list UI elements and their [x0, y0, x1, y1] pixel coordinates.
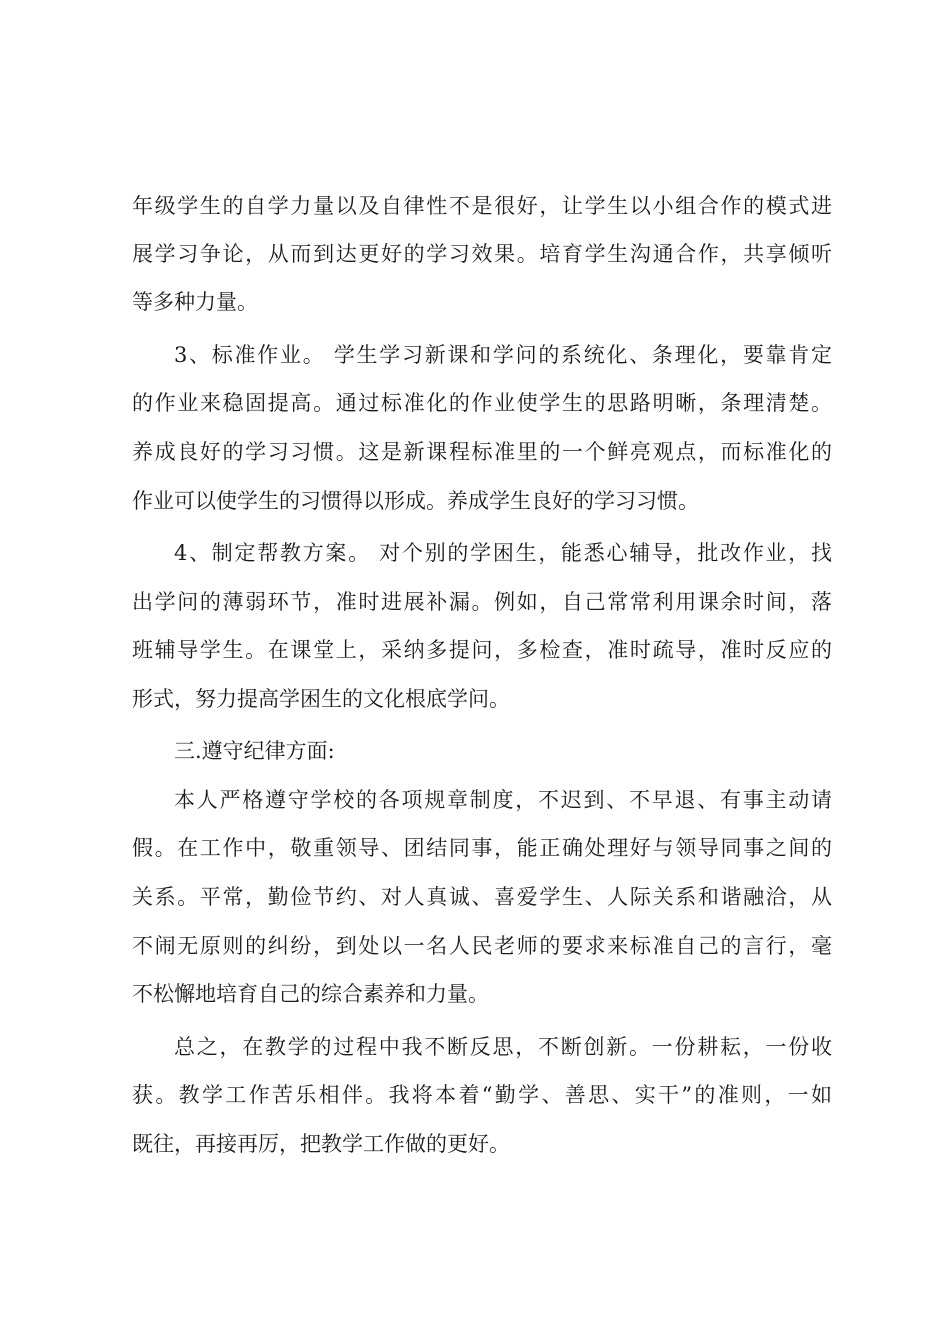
paragraph-heading-line: 3、标准作业。 学生学习新课和学问的系统化、条理化，要靠肯定 [174, 343, 832, 367]
text-line: 不松懈地培育自己的综合素养和力量。 [132, 982, 489, 1006]
text-line: 假。在工作中，敬重领导、团结同事，能正确处理好与领导同事之间的 [132, 836, 832, 860]
text-line: 养成良好的学习习惯。这是新课程标准里的一个鲜亮观点，而标准化的 [132, 440, 832, 464]
text-line: 获。教学工作苦乐相伴。我将本着“勤学、善思、实干”的准则，一如 [132, 1083, 832, 1107]
text-line: 等多种力量。 [132, 290, 258, 314]
text-line: 不闹无原则的纠纷，到处以一名人民老师的要求来标准自己的言行，毫 [132, 934, 832, 958]
text-line: 展学习争论，从而到达更好的学习效果。培育学生沟通合作，共享倾听 [132, 242, 832, 266]
text-line: 作业可以使学生的习惯得以形成。养成学生良好的学习习惯。 [132, 489, 699, 513]
text-line: 总之，在教学的过程中我不断反思，不断创新。一份耕耘，一份收 [174, 1035, 832, 1059]
section-heading: 三.遵守纪律方面: [174, 739, 335, 763]
text-line: 本人严格遵守学校的各项规章制度，不迟到、不早退、有事主动请 [174, 788, 832, 812]
text-line: 形式，努力提高学困生的文化根底学问。 [132, 687, 510, 711]
text-line: 关系。平常，勤俭节约、对人真诚、喜爱学生、人际关系和谐融洽，从 [132, 885, 832, 909]
text-line: 班辅导学生。在课堂上，采纳多提问，多检查，准时疏导，准时反应的 [132, 638, 832, 662]
text-line: 的作业来稳固提高。通过标准化的作业使学生的思路明晰，条理清楚。 [132, 391, 832, 415]
text-line: 年级学生的自学力量以及自律性不是很好，让学生以小组合作的模式进 [132, 194, 832, 218]
paragraph-heading-line: 4、制定帮教方案。 对个别的学困生，能悉心辅导，批改作业，找 [174, 541, 832, 565]
text-line: 出学问的薄弱环节，准时进展补漏。例如，自己常常利用课余时间，落 [132, 590, 832, 614]
text-line: 既往，再接再厉，把教学工作做的更好。 [132, 1132, 510, 1156]
